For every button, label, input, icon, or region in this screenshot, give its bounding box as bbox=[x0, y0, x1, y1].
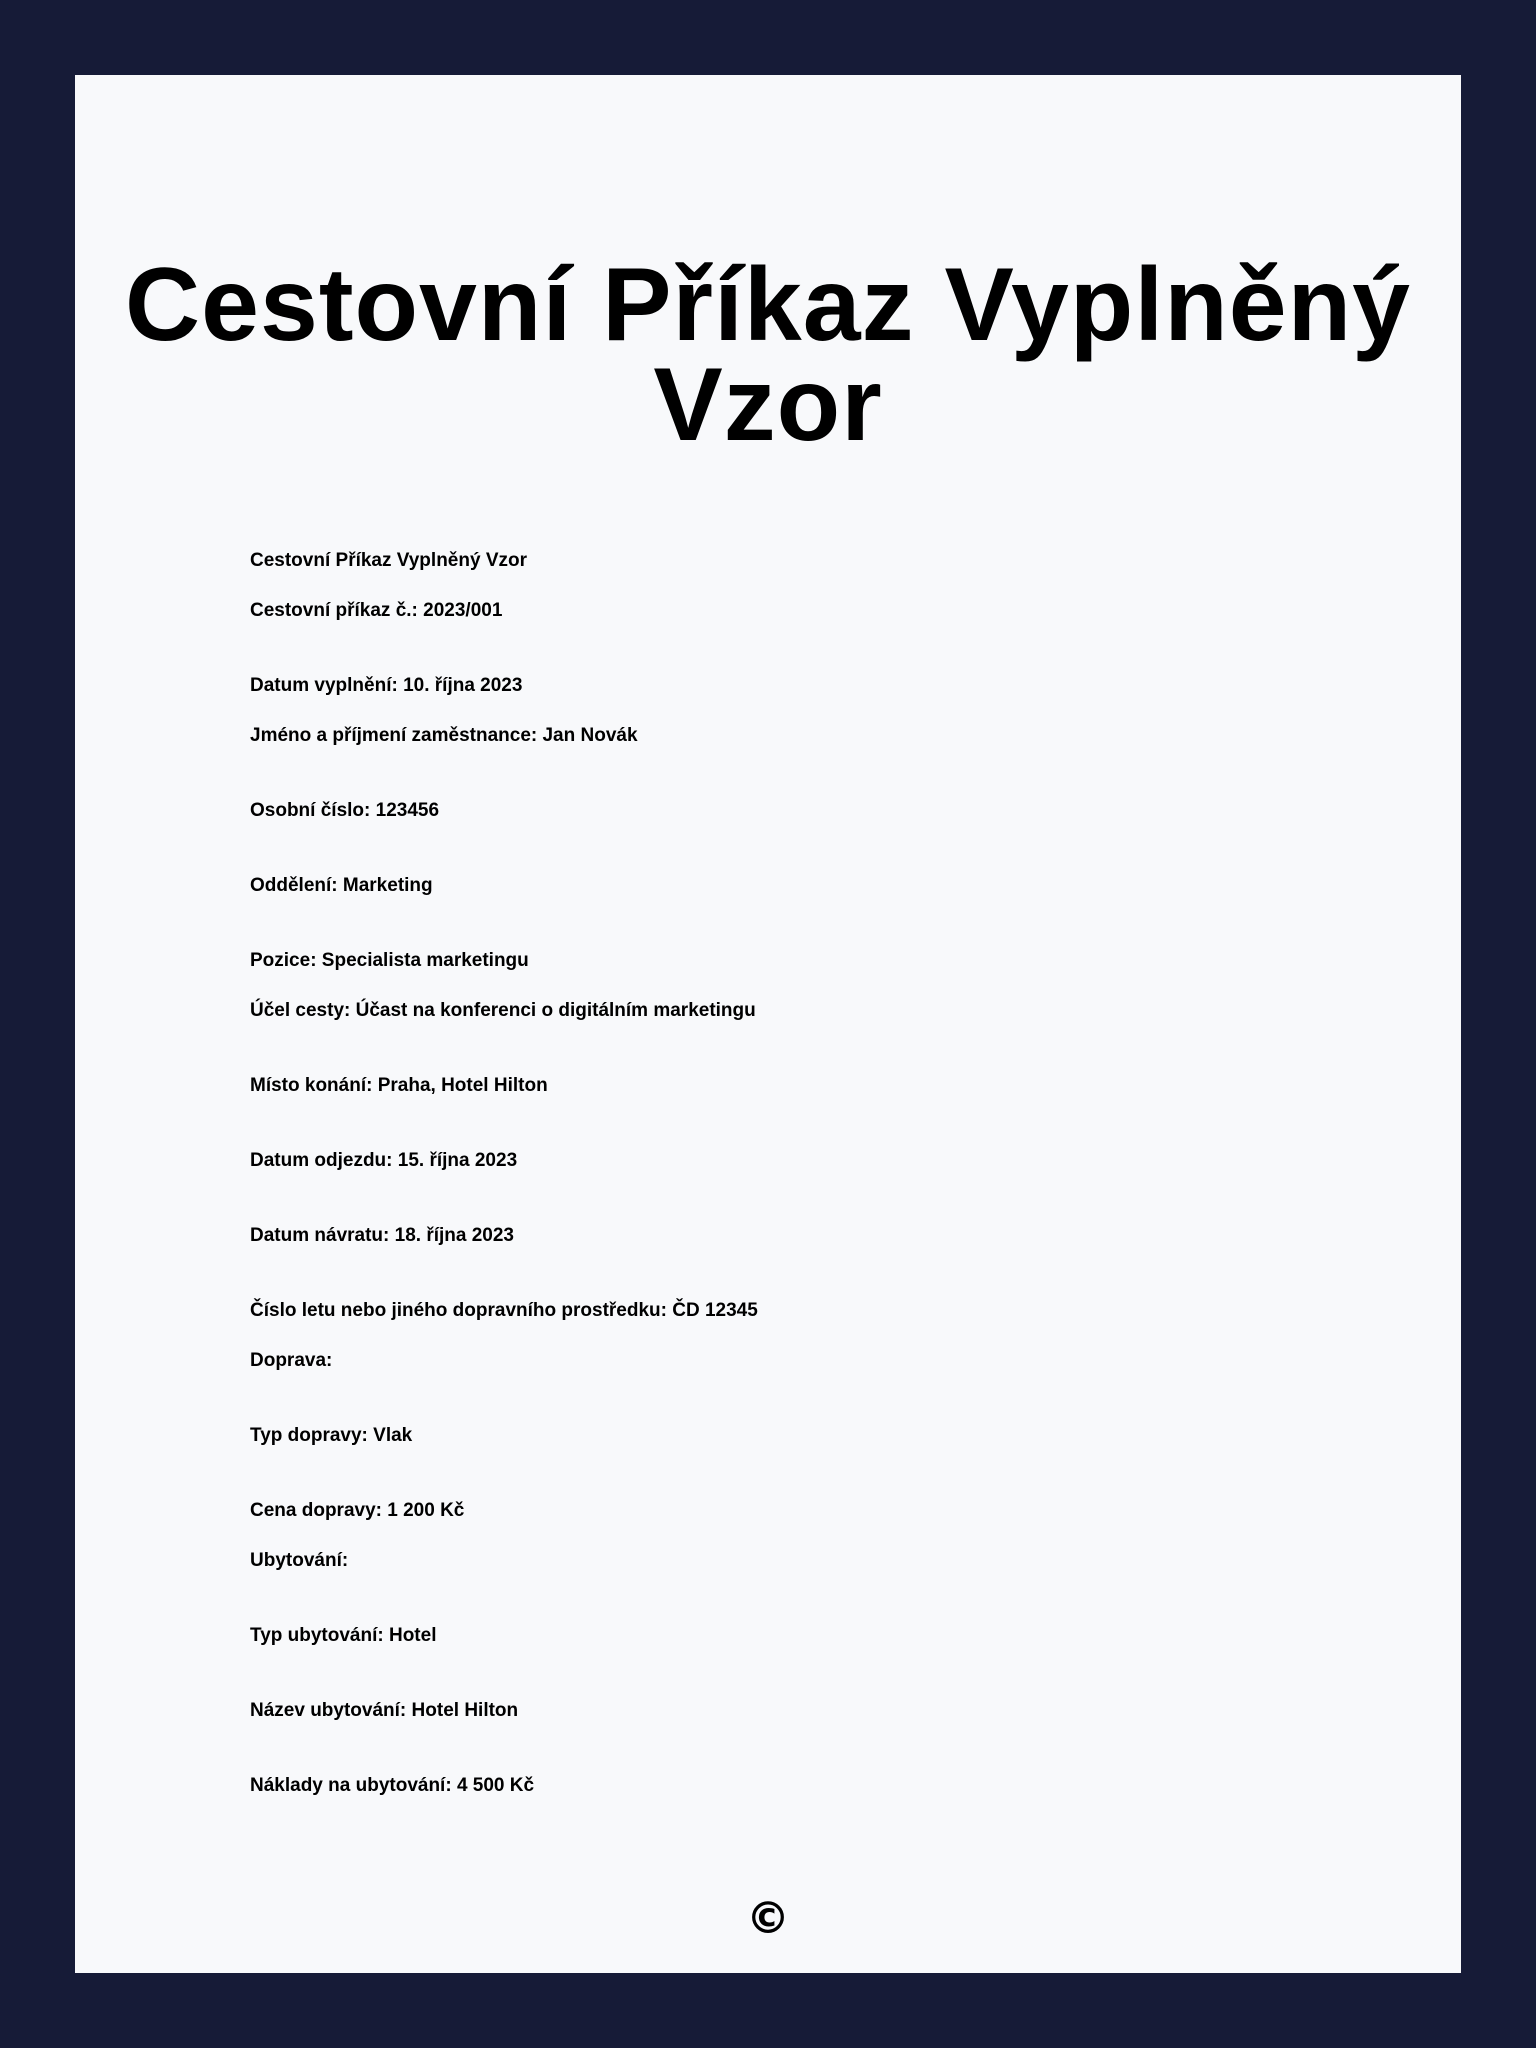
doc-line-departure-date: Datum odjezdu: 15. října 2023 bbox=[250, 1150, 518, 1171]
copyright-icon: © bbox=[746, 1893, 790, 1944]
doc-line-heading: Cestovní Příkaz Vyplněný Vzor bbox=[250, 550, 527, 571]
doc-line-purpose: Účel cesty: Účast na konferenci o digitálním marketingu bbox=[250, 1000, 756, 1021]
doc-line-venue: Místo konání: Praha, Hotel Hilton bbox=[250, 1075, 548, 1096]
doc-line-transport-type: Typ dopravy: Vlak bbox=[250, 1425, 413, 1446]
doc-line-employee-name: Jméno a příjmení zaměstnance: Jan Novák bbox=[250, 725, 638, 746]
doc-line-accommodation-name: Název ubytování: Hotel Hilton bbox=[250, 1700, 519, 1721]
page-title: Cestovní Příkaz Vyplněný Vzor bbox=[125, 247, 1411, 463]
doc-line-transport-number: Číslo letu nebo jiného dopravního prostředku: ČD 12345 bbox=[250, 1300, 758, 1321]
doc-line-order-number: Cestovní příkaz č.: 2023/001 bbox=[250, 600, 503, 621]
doc-line-department: Oddělení: Marketing bbox=[250, 875, 433, 896]
document-page bbox=[75, 75, 1461, 1973]
doc-line-personal-number: Osobní číslo: 123456 bbox=[250, 800, 440, 821]
doc-line-fill-date: Datum vyplnění: 10. října 2023 bbox=[250, 675, 523, 696]
doc-line-position: Pozice: Specialista marketingu bbox=[250, 950, 529, 971]
doc-line-accommodation-heading: Ubytování: bbox=[250, 1550, 349, 1571]
doc-line-transport-heading: Doprava: bbox=[250, 1350, 333, 1371]
doc-line-transport-cost: Cena dopravy: 1 200 Kč bbox=[250, 1500, 465, 1521]
doc-line-accommodation-type: Typ ubytování: Hotel bbox=[250, 1625, 437, 1646]
doc-line-accommodation-cost: Náklady na ubytování: 4 500 Kč bbox=[250, 1775, 535, 1796]
doc-line-return-date: Datum návratu: 18. října 2023 bbox=[250, 1225, 514, 1246]
